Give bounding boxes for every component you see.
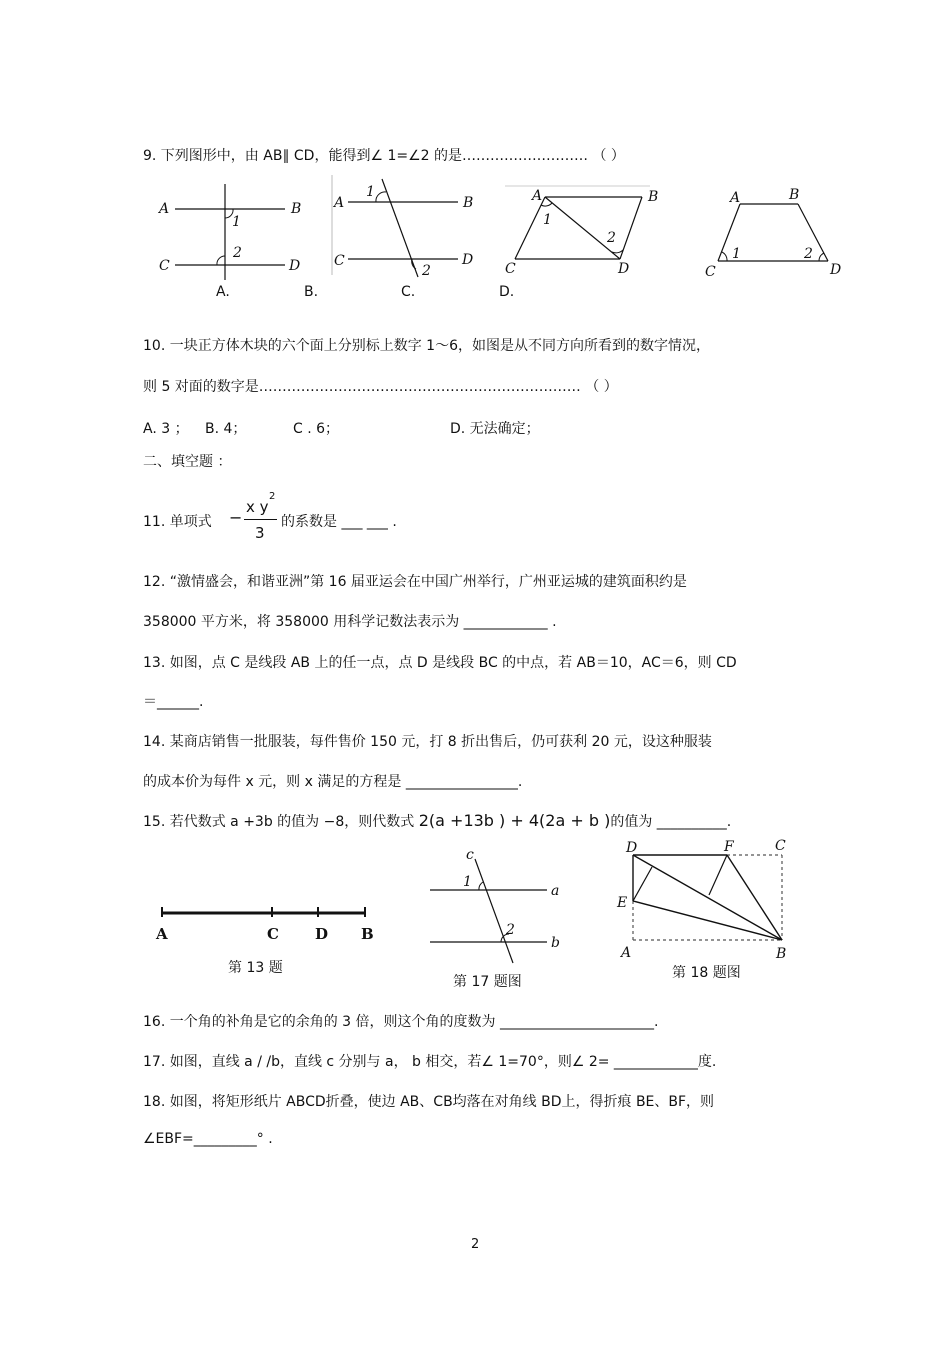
- fig9b-label-A: A: [334, 195, 345, 211]
- fig9c-label-C: C: [505, 261, 516, 277]
- fig18-label-C: C: [775, 838, 786, 854]
- figure-13: [150, 895, 390, 945]
- q13-line1: 13. 如图，点 C 是线段 AB 上的任一点，点 D 是线段 BC 的中点，若 AB＝10，AC＝6，则 CD: [143, 655, 737, 671]
- q14-line2: 的成本价为每件 x 元，则 x 满足的方程是 ________________.: [143, 774, 523, 790]
- q11-fraction-bar: [244, 519, 277, 520]
- fig9c-label-1: 1: [543, 212, 552, 228]
- q11-minus: −: [229, 508, 243, 527]
- q13-line2: ＝______.: [143, 694, 204, 710]
- q15-text-c: 的值为 __________.: [610, 814, 732, 830]
- fig9d-label-1: 1: [732, 246, 741, 262]
- fig9c-label-A: A: [532, 188, 543, 204]
- q9-option-d: D.: [499, 284, 515, 300]
- fig17-caption: 第 17 题图: [453, 974, 522, 990]
- q10-option-c: C . 6；: [293, 421, 340, 437]
- q9-figure-b: [330, 175, 480, 280]
- fig18-caption: 第 18 题图: [672, 965, 741, 981]
- fig18-label-F: F: [724, 839, 734, 855]
- q10-option-b: B. 4；: [205, 421, 247, 437]
- q10-option-d: D. 无法确定；: [450, 421, 540, 437]
- figure-17: [425, 845, 575, 965]
- q12-line1: 12. “激情盛会，和谐亚洲”第 16 届亚运会在中国广州举行，广州亚运城的建筑面积约是: [143, 574, 687, 590]
- q14-line1: 14. 某商店销售一批服装，每件售价 150 元，打 8 折出售后，仍可获利 20 元，设这种服装: [143, 734, 712, 750]
- fig9a-label-1: 1: [232, 214, 241, 230]
- fig9d-label-D: D: [830, 262, 842, 278]
- fig9b-label-C: C: [334, 253, 345, 269]
- q11-denominator: 3: [255, 524, 265, 542]
- figure-18: [612, 835, 802, 965]
- q9-option-b: B.: [304, 284, 319, 300]
- q9-figure-d: [700, 182, 860, 282]
- section-2-heading: 二、填空题 ：: [143, 454, 232, 470]
- fig9d-label-A: A: [730, 190, 741, 206]
- fig9a-label-2: 2: [233, 245, 242, 261]
- fig17-label-1: 1: [463, 874, 472, 890]
- fig9a-label-C: C: [159, 258, 170, 274]
- q15-expression: 2(a +13b ) + 4(2a + b ): [418, 811, 611, 830]
- q15-text-a: 15. 若代数式 a: [143, 814, 244, 830]
- q11-prefix: 11. 单项式: [143, 514, 212, 530]
- q12-line2: 358000 平方米，将 358000 用科学记数法表示为 ____________ .: [143, 614, 557, 630]
- q11-numerator: x y: [246, 498, 269, 516]
- q18-line1: 18. 如图，将矩形纸片 ABCD折叠，使边 AB、CB均落在对角线 BD上，得折痕 BE、BF，则: [143, 1094, 715, 1110]
- q9-option-a: A.: [216, 284, 230, 300]
- q9-text: 9. 下列图形中，由 AB∥ CD，能得到∠ 1=∠2 的是……………………… （ ）: [143, 148, 625, 164]
- fig17-label-c: c: [466, 847, 474, 863]
- fig9a-label-A: A: [159, 201, 170, 217]
- fig9d-label-2: 2: [804, 246, 813, 262]
- q9-figure-c: [500, 182, 670, 282]
- fig13-label-B: B: [361, 925, 374, 943]
- fig13-label-D: D: [315, 925, 329, 943]
- q11-exponent: 2: [269, 491, 276, 502]
- fig13-label-A: A: [156, 925, 168, 943]
- fig18-label-D: D: [626, 840, 638, 856]
- q16-text: 16. 一个角的补角是它的余角的 3 倍，则这个角的度数为 ______________________.: [143, 1014, 659, 1030]
- fig9a-label-D: D: [289, 258, 301, 274]
- fig9c-label-D: D: [618, 261, 630, 277]
- fig9b-label-B: B: [463, 195, 474, 211]
- fig18-label-B: B: [776, 946, 787, 962]
- fig17-label-2: 2: [506, 922, 515, 938]
- fig17-label-b: b: [551, 935, 560, 951]
- q10-line1: 10. 一块正方体木块的六个面上分别标上数字 1～6，如图是从不同方向所看到的数字情况，: [143, 338, 710, 354]
- q10-option-a: A. 3 ；: [143, 421, 189, 437]
- fig13-caption: 第 13 题: [228, 960, 283, 976]
- fig9b-label-1: 1: [366, 184, 375, 200]
- q9-figure-a: [155, 180, 315, 280]
- fig18-label-A: A: [621, 945, 632, 961]
- fig17-label-a: a: [551, 883, 560, 899]
- q18-line2: ∠EBF=_________° .: [143, 1131, 273, 1147]
- q15-text-b: +3b 的值为 −8，则代数式: [243, 814, 419, 830]
- fig9a-label-B: B: [291, 201, 302, 217]
- q17-text: 17. 如图，直线 a / /b，直线 c 分别与 a， b 相交，若∠ 1=70°，则∠ 2= ____________度.: [143, 1054, 717, 1070]
- q10-line2: 则 5 对面的数字是…………………………………………………………… （ ）: [143, 379, 618, 395]
- fig9b-label-2: 2: [422, 263, 431, 279]
- fig13-label-C: C: [267, 925, 279, 943]
- fig9d-label-B: B: [789, 187, 800, 203]
- page-number: 2: [471, 1237, 480, 1252]
- fig9c-label-B: B: [648, 189, 659, 205]
- fig9d-label-C: C: [705, 264, 716, 280]
- fig18-label-E: E: [617, 895, 628, 911]
- fig9b-label-D: D: [462, 252, 474, 268]
- fig9c-label-2: 2: [607, 230, 616, 246]
- q9-option-c: C.: [401, 284, 416, 300]
- q15-part1: [143, 811, 731, 831]
- q11-suffix: 的系数是 ___ ___ .: [281, 514, 397, 530]
